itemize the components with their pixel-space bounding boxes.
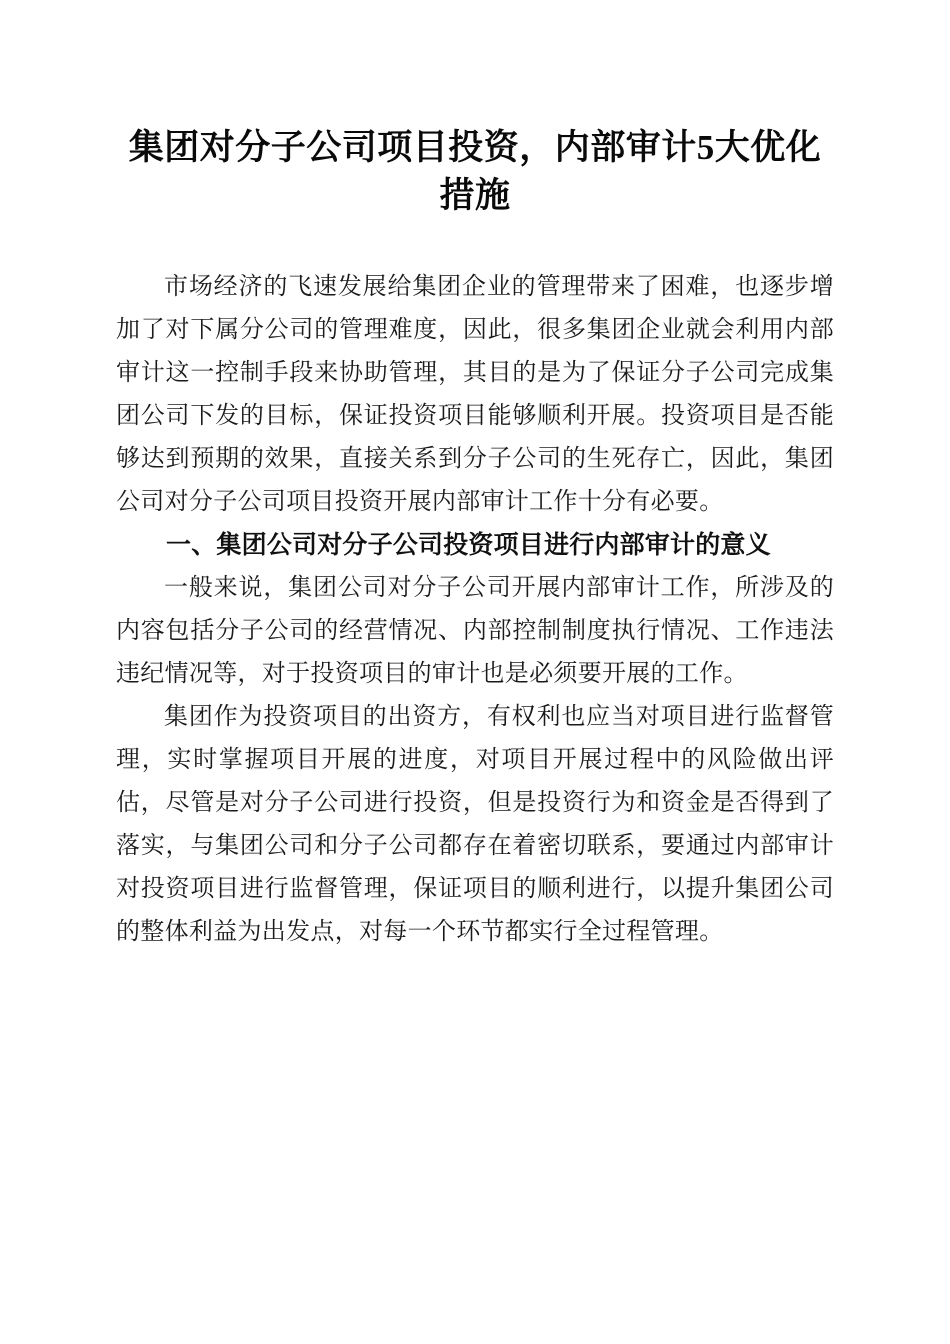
paragraph-funder-oversight: 集团作为投资项目的出资方，有权利也应当对项目进行监督管理，实时掌握项目开展的进度，对项目开展过程中的风险做出评估，尽管是对分子公司进行投资，但是投资行为和资金是否得到了落实，与集团公司和分子公司都存在着密切联系，要通过内部审计对投资项目进行监督管理，保证项目的顺利进行，以提升集团公司的整体利益为出发点，对每一个环节都实行全过程管理。 — [116, 704, 834, 945]
paragraph-intro: 市场经济的飞速发展给集团企业的管理带来了困难，也逐步增加了对下属分公司的管理难度，因此，很多集团企业就会利用内部审计这一控制手段来协助管理，其目的是为了保证分子公司完成集团公司下发的目标，保证投资项目能够顺利开展。投资项目是否能够达到预期的效果，直接关系到分子公司的生死存亡，因此，集团公司对分子公司项目投资开展内部审计工作十分有必要。 — [116, 274, 834, 515]
paragraph-audit-scope: 一般来说，集团公司对分子公司开展内部审计工作，所涉及的内容包括分子公司的经营情况、内部控制制度执行情况、工作违法违纪情况等，对于投资项目的审计也是必须要开展的工作。 — [116, 575, 834, 687]
title-body-spacer — [116, 220, 834, 266]
section-heading-1: 一、集团公司对分子公司投资项目进行内部审计的意义 — [166, 531, 771, 559]
page-title: 集团对分子公司项目投资，内部审计5大优化措施 — [128, 128, 822, 215]
document-content-column — [116, 0, 834, 954]
